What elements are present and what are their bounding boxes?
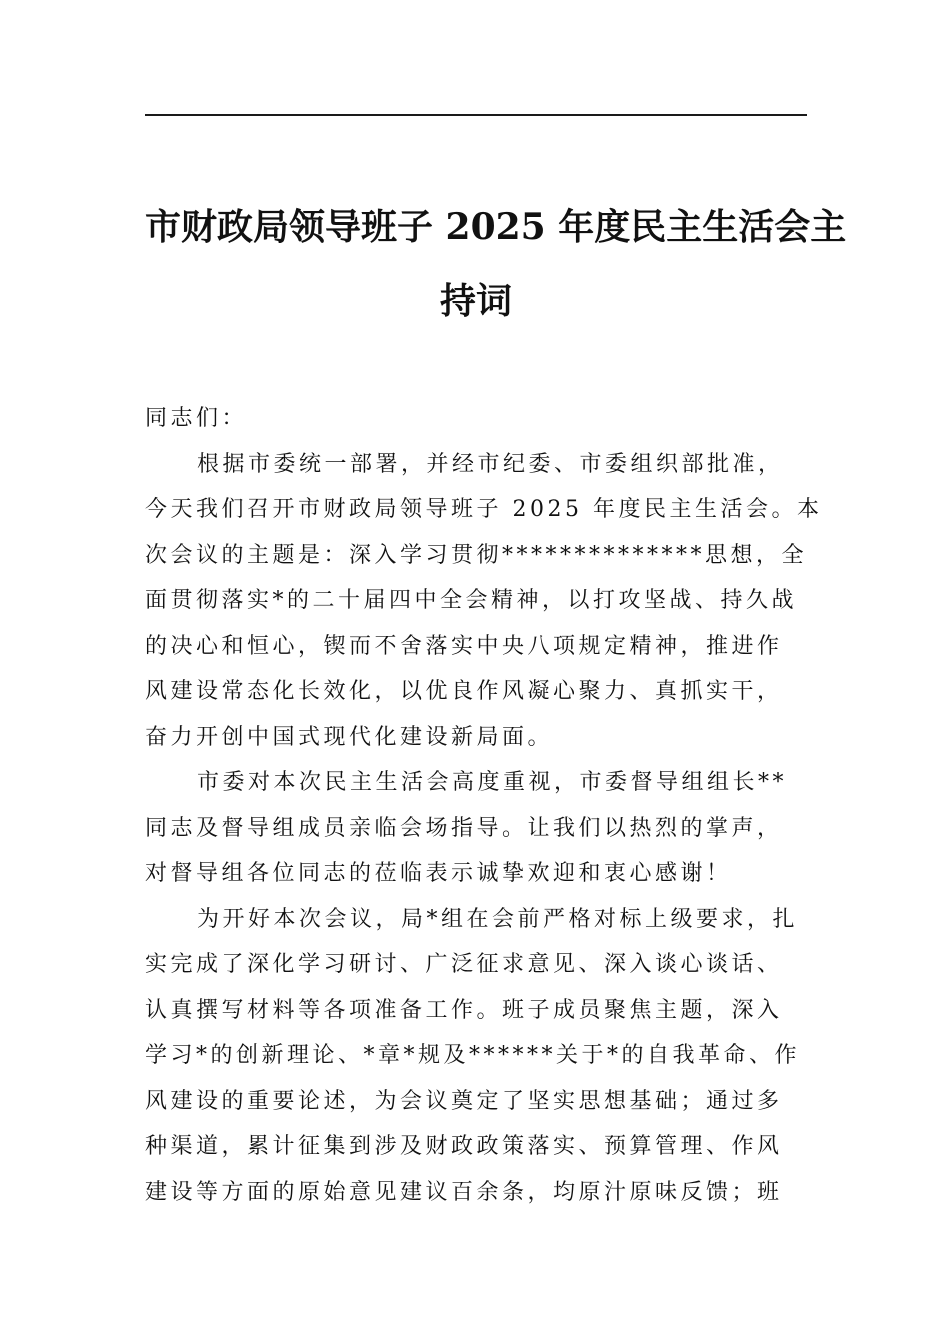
paragraph-3-line: 风建设的重要论述，为会议奠定了坚实思想基础；通过多 (145, 1088, 783, 1114)
paragraph-1-line: 奋力开创中国式现代化建设新局面。 (145, 724, 554, 750)
title-line-1: 市财政局领导班子 2025 年度民主生活会主 (145, 206, 847, 248)
paragraph-3-line: 学习*的创新理论、*章*规及******关于*的自我革命、作 (145, 1043, 801, 1068)
paragraph-1-line: 面贯彻落实*的二十届四中全会精神，以打攻坚战、持久战 (145, 588, 798, 613)
title-line-2: 持词 (439, 280, 512, 322)
paragraph-1-line: 风建设常态化长效化，以优良作风凝心聚力、真抓实干， (145, 679, 783, 704)
paragraph-1-line: 根据市委统一部署，并经市纪委、市委组织部批准， (197, 451, 784, 477)
paragraph-3-line: 实完成了深化学习研讨、广泛征求意见、深入谈心谈话、 (145, 952, 783, 977)
paragraph-3-line: 为开好本次会议，局*组在会前严格对标上级要求，扎 (197, 906, 799, 932)
paragraph-1-line: 次会议的主题是：深入学习贯彻**************思想，全 (145, 542, 808, 568)
document-title (145, 190, 847, 338)
paragraph-1-line: 今天我们召开市财政局领导班子 2025 年度民主生活会。本 (145, 497, 823, 522)
paragraph-2-line: 市委对本次民主生活会高度重视，市委督导组组长** (197, 770, 788, 795)
paragraph-2-line: 同志及督导组成员亲临会场指导。让我们以热烈的掌声， (145, 815, 783, 841)
paragraph-3-line: 建设等方面的原始意见建议百余条，均原汁原味反馈；班 (145, 1179, 783, 1205)
document-body (145, 396, 823, 1215)
paragraph-2-line: 对督导组各位同志的莅临表示诚挚欢迎和衷心感谢！ (145, 861, 732, 886)
paragraph-3-line: 认真撰写材料等各项准备工作。班子成员聚焦主题，深入 (145, 997, 783, 1023)
paragraph-3-line: 种渠道，累计征集到涉及财政政策落实、预算管理、作风 (145, 1134, 783, 1159)
header-rule (145, 114, 807, 116)
salutation: 同志们： (145, 406, 248, 431)
paragraph-1-line: 的决心和恒心，锲而不舍落实中央八项规定精神，推进作 (145, 633, 783, 659)
